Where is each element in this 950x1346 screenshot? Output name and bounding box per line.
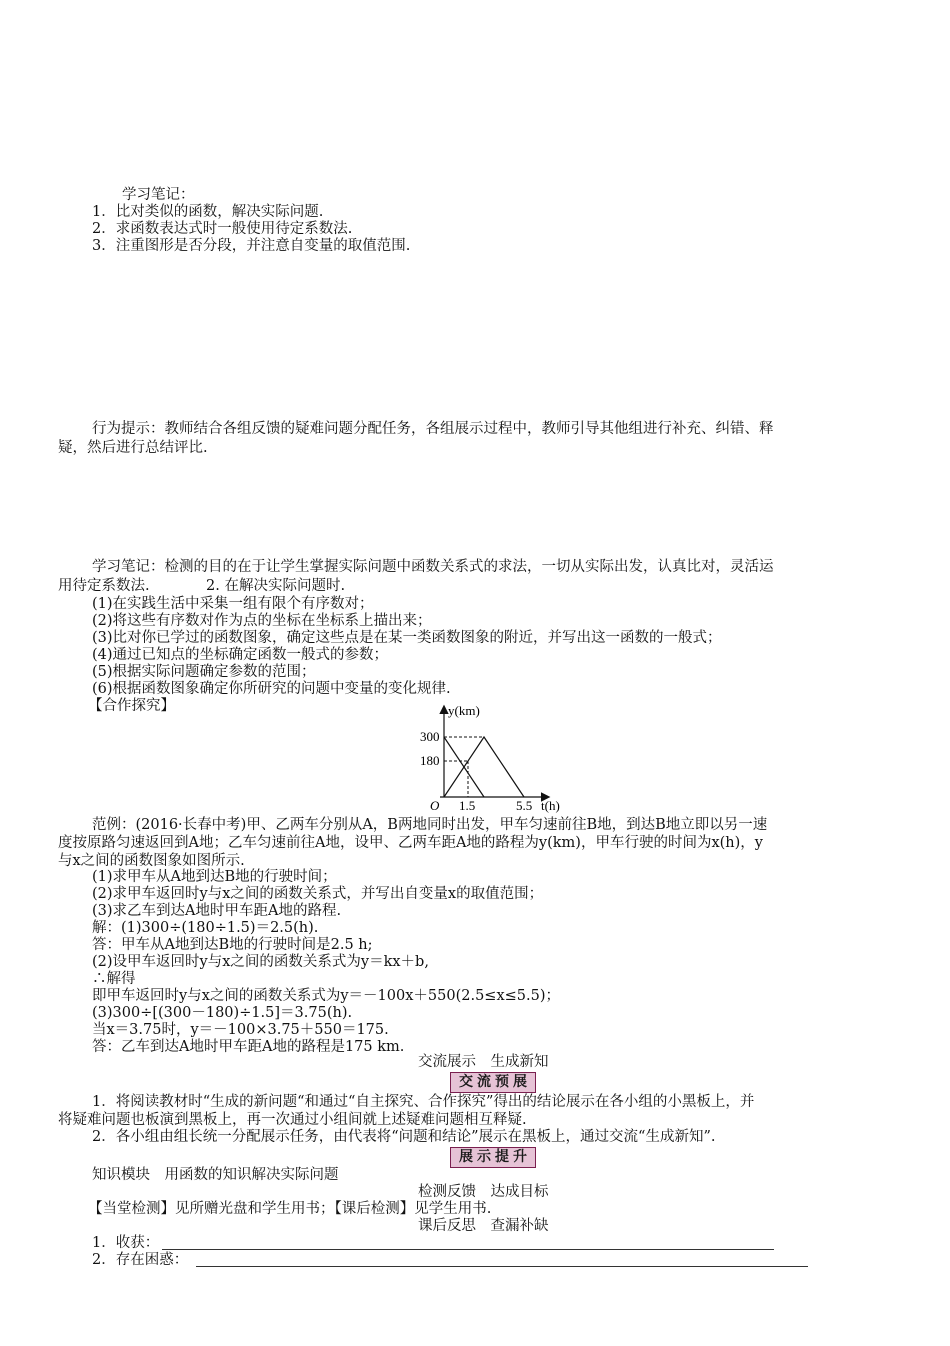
example-line-3: 与x之间的函数图象如图所示. — [58, 853, 245, 869]
notes-item-1: 1．比对类似的函数，解决实际问题. — [92, 204, 324, 220]
step-4: (4)通过已知点的坐标确定函数一般式的参数； — [92, 647, 389, 663]
exchange-p1-line-2: 将疑难问题也板演到黑板上，再一次通过小组间就上述疑难问题相互释疑. — [58, 1112, 527, 1128]
gain-underline — [162, 1249, 774, 1250]
solution-4: ∴解得 — [92, 971, 136, 987]
notes2-line-2a: 用待定系数法. — [58, 578, 150, 594]
solution-1: 解：(1)300÷(180÷1.5)＝2.5(h). — [92, 920, 319, 936]
feedback-title: 检测反馈 达成目标 — [418, 1184, 549, 1200]
confusion-underline — [196, 1266, 808, 1267]
origin-label: O — [430, 798, 440, 813]
notes-item-2: 2．求函数表达式时一般使用待定系数法. — [92, 221, 353, 237]
notes-item-3: 3．注重图形是否分段，并注意自变量的取值范围. — [92, 238, 411, 254]
reflection-title: 课后反思 查漏补缺 — [418, 1218, 549, 1234]
function-graph — [410, 700, 580, 815]
x-tick-5-5: 5.5 — [516, 798, 533, 813]
solution-8: 答：乙车到达A地时甲车距A地的路程是175 km. — [92, 1039, 405, 1055]
question-1: (1)求甲车从A地到达B地的行驶时间； — [92, 869, 337, 885]
question-2: (2)求甲车返回时y与x之间的函数关系式，并写出自变量x的取值范围； — [92, 886, 544, 902]
example-line-2: 度按原路匀速返回到A地；乙车匀速前往A地，设甲、乙两车距A地的路程为y(km)，甲车行驶的时间为x(h)，y — [58, 835, 763, 851]
solution-6: (3)300÷[(300－180)÷1.5]＝3.75(h). — [92, 1005, 353, 1021]
y-axis-label: y(km) — [448, 703, 480, 718]
step-2: (2)将这些有序数对作为点的坐标在坐标系上描出来； — [92, 613, 432, 629]
exchange-p2: 2．各小组由组长统一分配展示任务，由代表将“问题和结论”展示在黑板上，通过交流“生成新知”. — [92, 1129, 716, 1145]
hint-line-1: 行为提示：教师结合各组反馈的疑难问题分配任务，各组展示过程中，教师引导其他组进行补充、纠错、释 — [92, 421, 774, 437]
knowledge-module: 知识模块 用函数的知识解决实际问题 — [92, 1167, 339, 1183]
step-1: (1)在实践生活中采集一组有限个有序数对； — [92, 596, 374, 612]
x-tick-1-5: 1.5 — [459, 798, 476, 813]
exchange-preview-badge: 交流预展 — [450, 1072, 536, 1093]
y-tick-300: 300 — [420, 729, 440, 744]
hint-line-2: 疑，然后进行总结评比. — [58, 440, 208, 456]
exchange-p1-line-1: 1．将阅读教材时“生成的新问题“和通过“自主探究、合作探究”得出的结论展示在各小组的小黑板上，并 — [92, 1094, 755, 1110]
solution-3: (2)设甲车返回时y与x之间的函数关系式为y＝kx＋b, — [92, 954, 429, 970]
step-3: (3)比对你已学过的函数图象，确定这些点是在某一类函数图象的附近，并写出这一函数的一般式； — [92, 630, 722, 646]
solution-5: 即甲车返回时y与x之间的函数关系式为y＝－100x＋550(2.5≤x≤5.5)； — [92, 988, 560, 1004]
display-improve-badge: 展示提升 — [450, 1147, 536, 1168]
solution-7: 当x＝3.75时，y＝－100×3.75＋550＝175. — [92, 1022, 389, 1038]
exchange-title: 交流展示 生成新知 — [418, 1054, 549, 1070]
gain-label: 1．收获： — [92, 1235, 160, 1251]
cooperative-heading: 【合作探究】 — [88, 698, 175, 714]
x-axis-label: t(h) — [541, 798, 560, 813]
solution-2: 答：甲车从A地到达B地的行驶时间是2.5 h; — [92, 937, 373, 953]
feedback-text: 【当堂检测】见所赠光盘和学生用书；【课后检测】见学生用书. — [88, 1201, 492, 1217]
car-jia-line — [444, 737, 524, 797]
step-6: (6)根据函数图象确定你所研究的问题中变量的变化规律. — [92, 681, 451, 697]
confusion-label: 2．存在困惑： — [92, 1252, 189, 1268]
notes2-line-2b: 2. 在解决实际问题时. — [206, 578, 346, 594]
y-tick-180: 180 — [420, 753, 440, 768]
notes2-line-1: 学习笔记：检测的目的在于让学生掌握实际问题中函数关系式的求法，一切从实际出发，认真比对，灵活运 — [92, 559, 774, 575]
example-line-1: 范例：(2016·长春中考)甲、乙两车分别从A，B两地同时出发，甲车匀速前往B地，到达B地立即以另一速 — [92, 817, 768, 833]
question-3: (3)求乙车到达A地时甲车距A地的路程. — [92, 903, 342, 919]
step-5: (5)根据实际问题确定参数的范围； — [92, 664, 316, 680]
notes-title: 学习笔记： — [122, 187, 195, 203]
